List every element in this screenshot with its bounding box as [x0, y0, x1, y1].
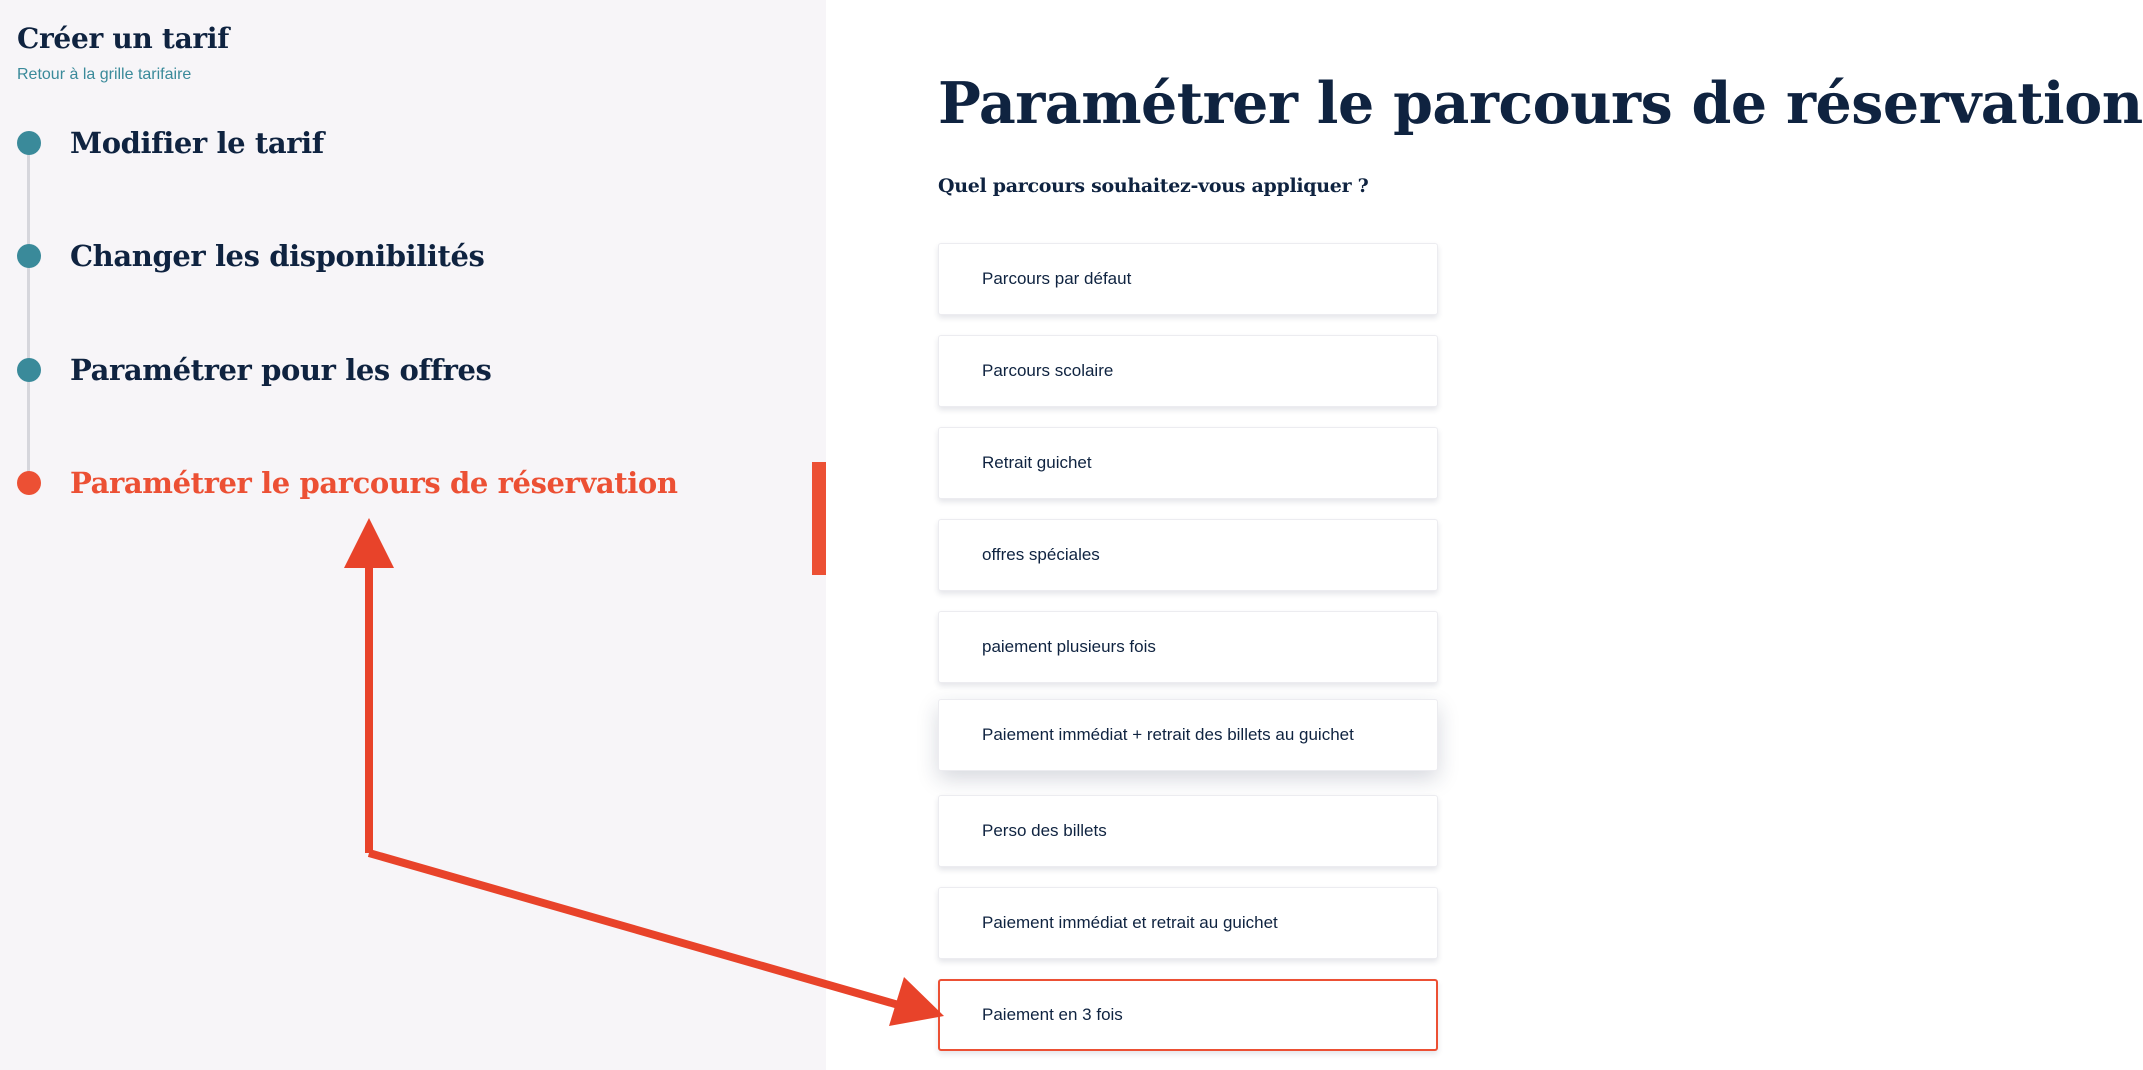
option-paiement-immediat-retrait-guichet[interactable]: Paiement immédiat et retrait au guichet: [938, 887, 1438, 959]
step-label: Modifier le tarif: [70, 126, 324, 160]
stepper-line: [27, 144, 30, 484]
option-parcours-par-defaut[interactable]: Parcours par défaut: [938, 243, 1438, 315]
option-paiement-immediat-retrait-billets[interactable]: Paiement immédiat + retrait des billets au guichet: [938, 699, 1438, 771]
step-parametrer-offres[interactable]: [17, 355, 491, 385]
step-label: Changer les disponibilités: [70, 239, 485, 273]
option-offres-speciales[interactable]: offres spéciales: [938, 519, 1438, 591]
step-dot-icon: [17, 471, 41, 495]
step-label: Paramétrer le parcours de réservation: [70, 466, 678, 500]
option-retrait-guichet[interactable]: Retrait guichet: [938, 427, 1438, 499]
step-parametrer-parcours[interactable]: [17, 468, 678, 498]
step-dot-icon: [17, 244, 41, 268]
page-title: Paramétrer le parcours de réservation: [938, 70, 2143, 137]
option-parcours-scolaire[interactable]: Parcours scolaire: [938, 335, 1438, 407]
option-perso-des-billets[interactable]: Perso des billets: [938, 795, 1438, 867]
option-paiement-en-3-fois[interactable]: Paiement en 3 fois: [938, 979, 1438, 1051]
option-paiement-plusieurs-fois[interactable]: paiement plusieurs fois: [938, 611, 1438, 683]
step-dot-icon: [17, 131, 41, 155]
step-changer-disponibilites[interactable]: [17, 241, 484, 271]
step-label: Paramétrer pour les offres: [70, 353, 492, 387]
active-step-marker: [812, 462, 826, 575]
back-to-price-grid-link[interactable]: Retour à la grille tarifaire: [17, 66, 192, 83]
step-modifier-tarif[interactable]: [17, 128, 324, 158]
sidebar: [0, 0, 826, 1070]
step-dot-icon: [17, 358, 41, 382]
sidebar-title: Créer un tarif: [17, 22, 229, 55]
question-label: Quel parcours souhaitez-vous appliquer ?: [938, 175, 1369, 197]
annotation-arrowhead-right-icon: [889, 977, 944, 1026]
